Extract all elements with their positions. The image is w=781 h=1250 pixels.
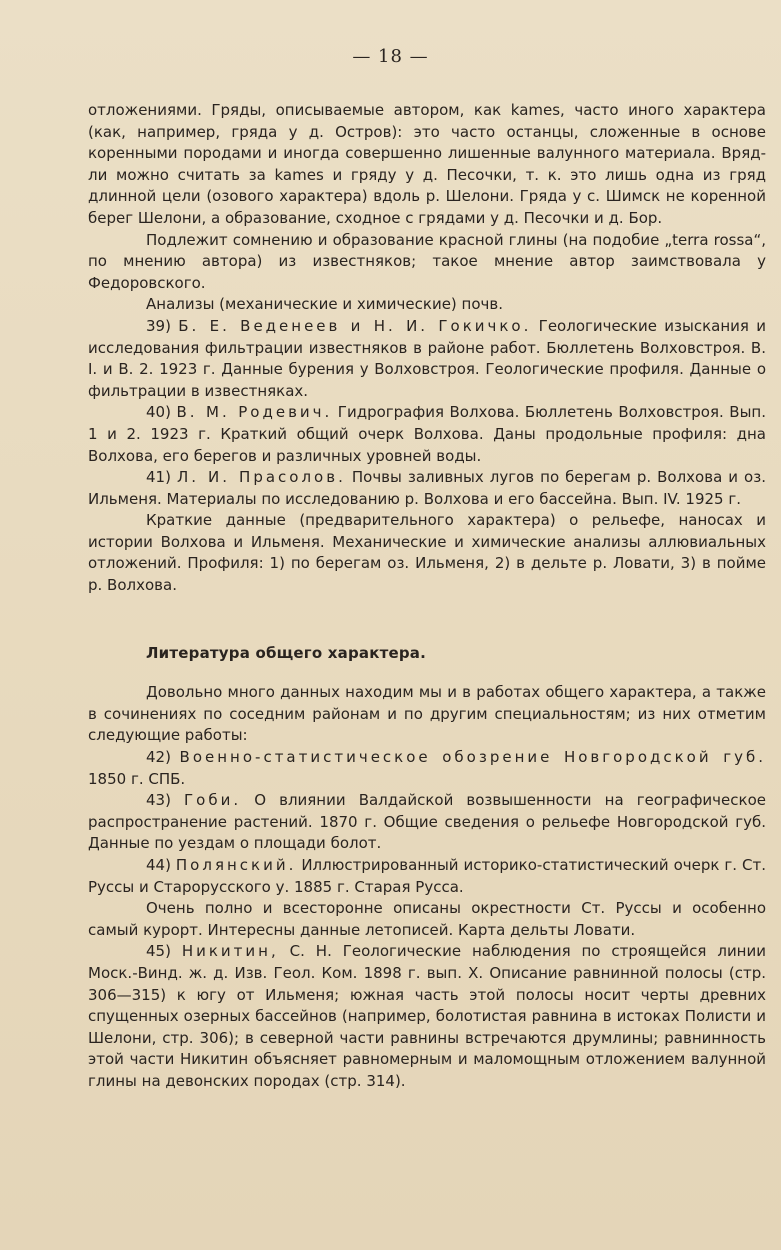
page-body	[88, 100, 766, 1093]
page-number: — 18 —	[352, 46, 429, 67]
entry-authors: Гоби.	[184, 791, 242, 810]
bibliography-entry-41	[88, 467, 766, 510]
entry-text: Гидрография Волхова. Бюллетень Волховстроя. Вып. 1 и 2. 1923 г. Краткий общий очерк Волхова. Даны продольные профиля: дна Волхова, его берегов и различных уровней воды.	[88, 403, 766, 465]
paragraph-analyses: Анализы (механические и химические) почв.	[146, 295, 504, 314]
bibliography-entry-43	[88, 790, 766, 855]
section-heading: Литература общего характера.	[146, 643, 427, 662]
entry-number: 42)	[146, 748, 180, 767]
paragraph-volkhov-summary: Краткие данные (предварительного характера) о рельефе, наносах и истории Волхова и Ильменя. Механические и химические анализы аллювиальных отложений. Профиля: 1) по берегам оз. Ильменя, 2) в дельте р. Ловати, 3) в пойме р. Волхова.	[88, 511, 766, 595]
entry-authors: Л. И. Прасолов.	[176, 468, 346, 487]
entry-number: 43)	[146, 791, 185, 810]
entry-authors: Никитин,	[181, 942, 279, 961]
entry-authors: Полянский.	[175, 856, 297, 874]
entry-title: Военно-статистическое обозрение Новгородской губ.	[179, 748, 766, 767]
entry-number: 41)	[146, 468, 177, 487]
entry-text: Геологические изыскания и исследования фильтрации известняков в районе работ. Бюллетень Волховстроя. В. I. и В. 2. 1923 г. Данные бурения у Волховстроя. Геологические профиля. Данные о фильтрации в известняках.	[88, 316, 766, 400]
entry-number: 40)	[146, 403, 177, 422]
bibliography-entry-45	[88, 941, 766, 1092]
bibliography-entry-44	[88, 855, 766, 898]
entry-text: 1850 г. СПБ.	[88, 769, 186, 788]
paragraph-terra-rossa: Подлежит сомнению и образование красной глины (на подобие „terra rossa“, по мнению автора) из известняков; такое мнение автор заимствовала у Федоровского.	[88, 230, 766, 292]
bibliography-entry-39	[88, 316, 766, 402]
entry-authors: В. М. Родевич.	[176, 403, 333, 422]
entry-text: Почвы заливных лугов по берегам р. Волхова и оз. Ильменя. Материалы по исследованию р. Волхова и его бассейна. Вып. IV. 1925 г.	[88, 468, 766, 508]
entry-authors: Б. Е. Веденеев и Н. И. Гокичко.	[178, 316, 532, 335]
entry-number: 39)	[146, 316, 179, 335]
entry-number: 44)	[146, 856, 176, 874]
entry-number: 45)	[146, 942, 182, 961]
entry-text: С. Н. Геологические наблюдения по строящейся линии Моск.-Винд. ж. д. Изв. Геол. Ком. 1898 г. вып. X. Описание равнинной полосы (стр. 306—315) к югу от Ильменя; южная часть этой полосы носит черты древних спущенных озерных бассейнов (например, болотистая равнина в истоках Полисти и Шелони, стр. 306); в северной части равнины встречаются друмлины; равнинность этой части Никитин объясняет равномерным и маломощным отложением валунной глины на девонских породах (стр. 314).	[88, 942, 766, 1090]
bibliography-entry-40	[88, 402, 766, 467]
paragraph-kames: отложениями. Гряды, описываемые автором, как kames, часто иного характера (как, например, гряда у д. Остров): это часто останцы, сложенные в основе коренными породами и иногда совершенно лишенные валунного материала. Вряд-ли можно считать за kames и гряду у д. Песочки, т. к. это лишь одна из гряд длинной цели (озового характера) вдоль р. Шелони. Гряда у с. Шимск не коренной берег Шелони, а образование, сходное с грядами у д. Песочки и д. Бор.	[88, 101, 766, 227]
entry-text: О влиянии Валдайской возвышенности на географическое распространение растений. 1870 г. Общие сведения о рельефе Новгородской губ. Данные по уездам о площади болот.	[88, 791, 766, 853]
entry-text: Иллюстрированный историко-статистический очерк г. Ст. Руссы и Старорусского у. 1885 г. Старая Русса.	[88, 856, 766, 896]
paragraph-staraya-russa: Очень полно и всесторонне описаны окрестности Ст. Руссы и особенно самый курорт. Интересны данные летописей. Карта дельты Ловати.	[88, 899, 766, 939]
paragraph-general-intro: Довольно много данных находим мы и в работах общего характера, а также в сочинениях по соседним районам и по другим специальностям; из них отметим следующие работы:	[88, 683, 766, 745]
bibliography-entry-42	[88, 747, 766, 790]
